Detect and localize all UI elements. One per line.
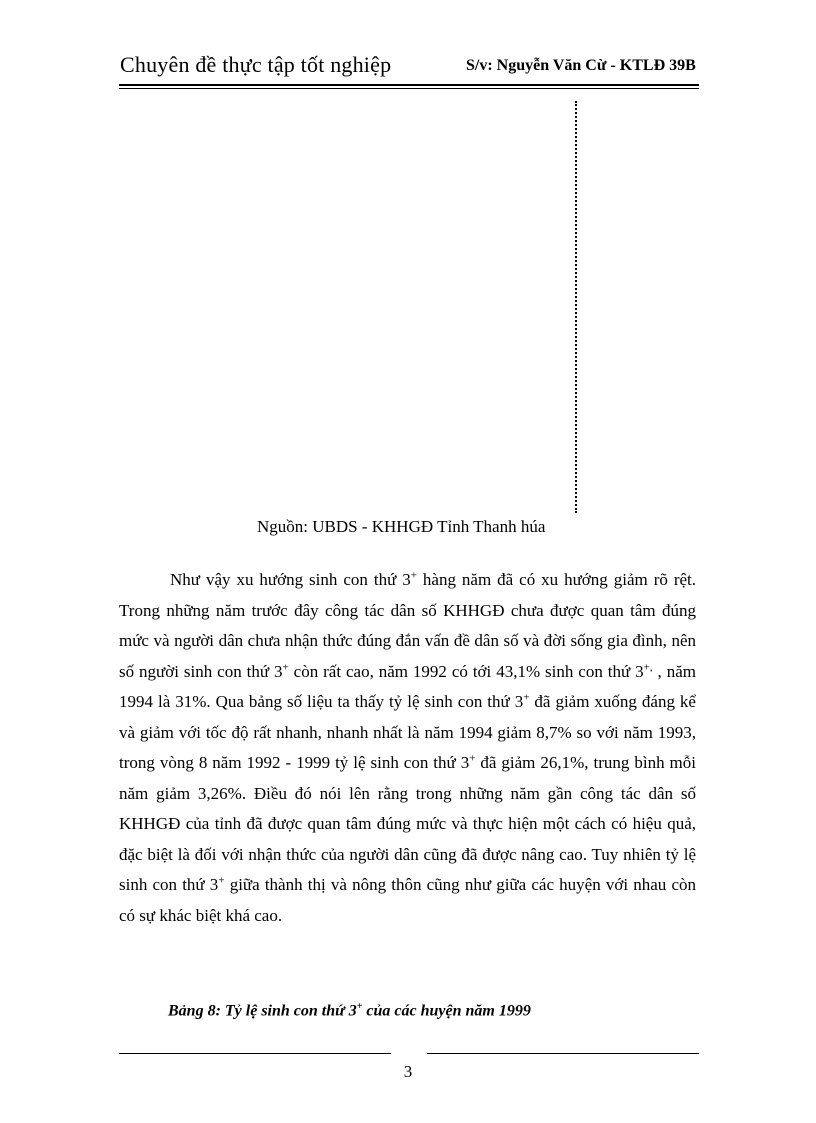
para-segment: đã giảm xuống đáng kể và giảm với tốc độ rất nhanh, nhanh nhất là năm 1994 giảm 8,7% so với năm 1993, trong vòng 8 năm 1992 - 1999 tỷ lệ sinh con thứ 3: [119, 692, 696, 772]
header-author: S/v: Nguyễn Văn Cừ - KTLĐ 39B: [466, 57, 696, 74]
caption-text: Bảng 8: Tỷ lệ sinh con thứ 3: [168, 1002, 357, 1020]
para-segment: còn rất cao, năm 1992 có tới 43,1% sinh con thứ 3: [288, 661, 644, 681]
footer-rule-left: [119, 1053, 391, 1054]
table-border-line: [575, 101, 577, 513]
header-rule: [119, 84, 699, 86]
body-paragraph: [119, 565, 696, 931]
para-segment: Như vậy xu hướng sinh con thứ 3: [170, 570, 411, 589]
superscript: +: [218, 874, 225, 887]
header-title: Chuyên đề thực tập tốt nghiệp: [120, 52, 392, 77]
page-number: 3: [403, 1062, 413, 1081]
superscript: +,: [643, 660, 653, 673]
superscript: +: [410, 569, 417, 582]
source-note: Nguồn: UBDS - KHHGĐ Tỉnh Thanh húa: [257, 517, 546, 536]
superscript: +: [469, 752, 476, 765]
superscript: +: [282, 660, 289, 673]
caption-text-end: của các huyện năm 1999: [362, 1002, 531, 1020]
para-segment: giữa thành thị và nông thôn cũng như giữa các huyện với nhau còn có sự khác biệt khá cao.: [119, 875, 696, 925]
para-segment: đã giảm 26,1%, trung bình mỗi năm giảm 3,26%. Điều đó nói lên rằng trong những năm gần công tác dân số KHHGĐ của tỉnh đã được quan tâm đúng mức và thực hiện một cách có hiệu quả, đặc biệt là đối với nhận thức của người dân cũng đã được nâng cao. Tuy nhiên tỷ lệ sinh con thứ 3: [119, 753, 696, 894]
header-rule-thin: [119, 88, 699, 89]
caption-superscript: +: [356, 1001, 363, 1012]
superscript: +: [523, 691, 530, 704]
para-segment: hàng năm đã có xu hướng giảm rõ rệt. Trong những năm trước đây công tác dân số KHHGĐ chưa được quan tâm đúng mức và người dân chưa nhận thức đúng đắn vấn đề dân số và đời sống gia đình, nên số người sinh con thứ 3: [119, 570, 696, 681]
footer-rule-right: [427, 1053, 699, 1054]
table-caption: [168, 1001, 531, 1020]
para-segment: , năm 1994 là 31%. Qua bảng số liệu ta thấy tỷ lệ sinh con thứ 3: [119, 661, 696, 711]
